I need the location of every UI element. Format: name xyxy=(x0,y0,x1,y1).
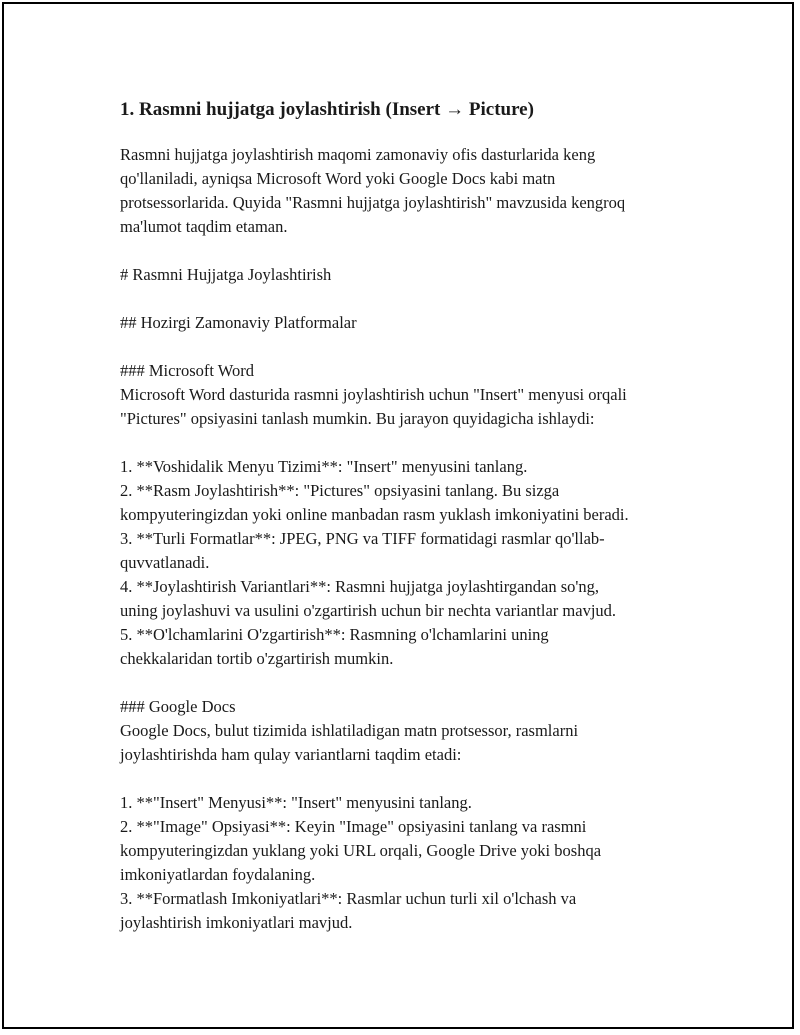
document-body-text: Rasmni hujjatga joylashtirish maqomi zamonaviy ofis dasturlarida keng qo'llaniladi, ayniqsa Microsoft Word yoki Google Docs kabi matn protsessorlarida. Quyida "Rasmni hujjatga joylashtirish" mavzusida kengroq ma'lumot taqdim etaman. # Rasmni Hujjatga Joylashtirish ## Hozirgi Zamonaviy Platformalar ### Microsoft Word Microsoft Word dasturida rasmni joylashtirish uchun "Insert" menyusi orqali "Pictures" opsiyasini tanlash mumkin. Bu jarayon quyidagicha ishlaydi: 1. **Voshidalik Menyu Tizimi**: "Insert" menyusini tanlang. 2. **Rasm Joylashtirish**: "Pictures" opsiyasini tanlang. Bu sizga kompyuteringizdan yoki online manbadan rasm yuklash imkoniyatini beradi. 3. **Turli Formatlar**: JPEG, PNG va TIFF formatidagi rasmlar qo'llab- quvvatlanadi. 4. **Joylashtirish Variantlari**: Rasmni hujjatga joylashtirgandan so'ng, uning joylashuvi va usulini o'zgartirish uchun bir nechta variantlar mavjud. 5. **O'lchamlarini O'zgartirish**: Rasmning o'lchamlarini uning chekkalaridan tortib o'zgartirish mumkin. ### Google Docs Google Docs, bulut tizimida ishlatiladigan matn protsessor, rasmlarni joylashtirishda ham qulay variantlarni taqdim etadi: 1. **"Insert" Menyusi**: "Insert" menyusini tanlang. 2. **"Image" Opsiyasi**: Keyin "Image" opsiyasini tanlang va rasmni kompyuteringizdan yuklang yoki URL orqali, Google Drive yoki boshqa imkoniyatlardan foydalaning. 3. **Formatlash Imkoniyatlari**: Rasmlar uchun turli xil o'lchash va joylashtirish imkoniyatlari mavjud. xyxy=(120,145,629,932)
document-content xyxy=(120,97,720,935)
document-heading: 1. Rasmni hujjatga joylashtirish (Insert → Picture) xyxy=(120,99,534,120)
document-page xyxy=(2,2,794,1029)
